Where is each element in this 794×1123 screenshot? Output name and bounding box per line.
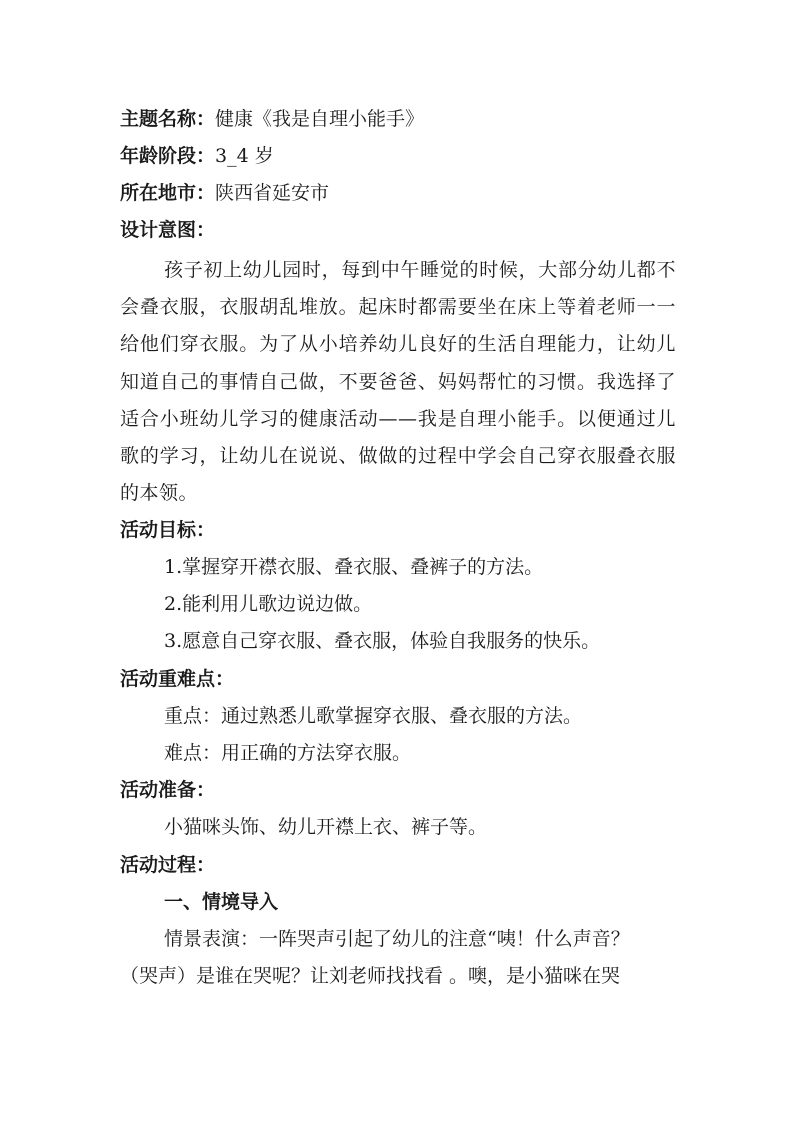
goal-item-2: 2.能利用儿歌边说边做。: [164, 593, 373, 615]
design-paragraph: 孩子初上幼儿园时，每到中午睡觉的时候，大部分幼儿都不会叠衣服，衣服胡乱堆放。起床时都需要坐在床上等着老师一一给他们穿衣服。为了从小培养幼儿良好的生活自理能力，让幼儿知道自己的事情自己做，不要爸爸、妈妈帮忙的习惯。我选择了适合小班幼儿学习的健康活动——我是自理小能手。以便通过儿歌的学习，让幼儿在说说、做做的过程中学会自己穿衣服叠衣服的本领。: [120, 259, 676, 505]
region-label: 所在地市：: [120, 182, 216, 204]
goal-item-1: 1.掌握穿开襟衣服、叠衣服、叠裤子的方法。: [164, 556, 544, 578]
design-heading: 设计意图：: [120, 219, 216, 241]
key-points-heading: 活动重难点：: [120, 668, 235, 690]
age-label: 年龄阶段：: [120, 145, 216, 167]
process-step-1: 一、情境导入: [164, 891, 279, 913]
age-line: [120, 141, 274, 171]
prep-body: 小猫咪头饰、幼儿开襟上衣、裤子等。: [164, 816, 488, 838]
theme-value: 健康《我是自理小能手》: [215, 108, 425, 130]
goal-item-3: 3.愿意自己穿衣服、叠衣服，体验自我服务的快乐。: [164, 630, 601, 652]
focus-point: 重点：通过熟悉儿歌掌握穿衣服、叠衣服的方法。: [164, 705, 583, 727]
goals-heading: 活动目标：: [120, 519, 216, 541]
process-line-2: （哭声）是谁在哭呢？让刘老师找找看 。噢，是小猫咪在哭: [120, 965, 621, 987]
process-line-1: 情景表演：一阵哭声引起了幼儿的注意“咦！什么声音？: [164, 928, 630, 950]
difficulty-point: 难点：用正确的方法穿衣服。: [164, 742, 412, 764]
region-line: [120, 178, 329, 208]
theme-label: 主题名称：: [120, 108, 216, 130]
age-value: 3_4 岁: [215, 145, 274, 167]
theme-line: [120, 104, 424, 134]
prep-heading: 活动准备：: [120, 779, 216, 801]
process-heading: 活动过程：: [120, 854, 216, 876]
region-value: 陕西省延安市: [215, 182, 330, 204]
